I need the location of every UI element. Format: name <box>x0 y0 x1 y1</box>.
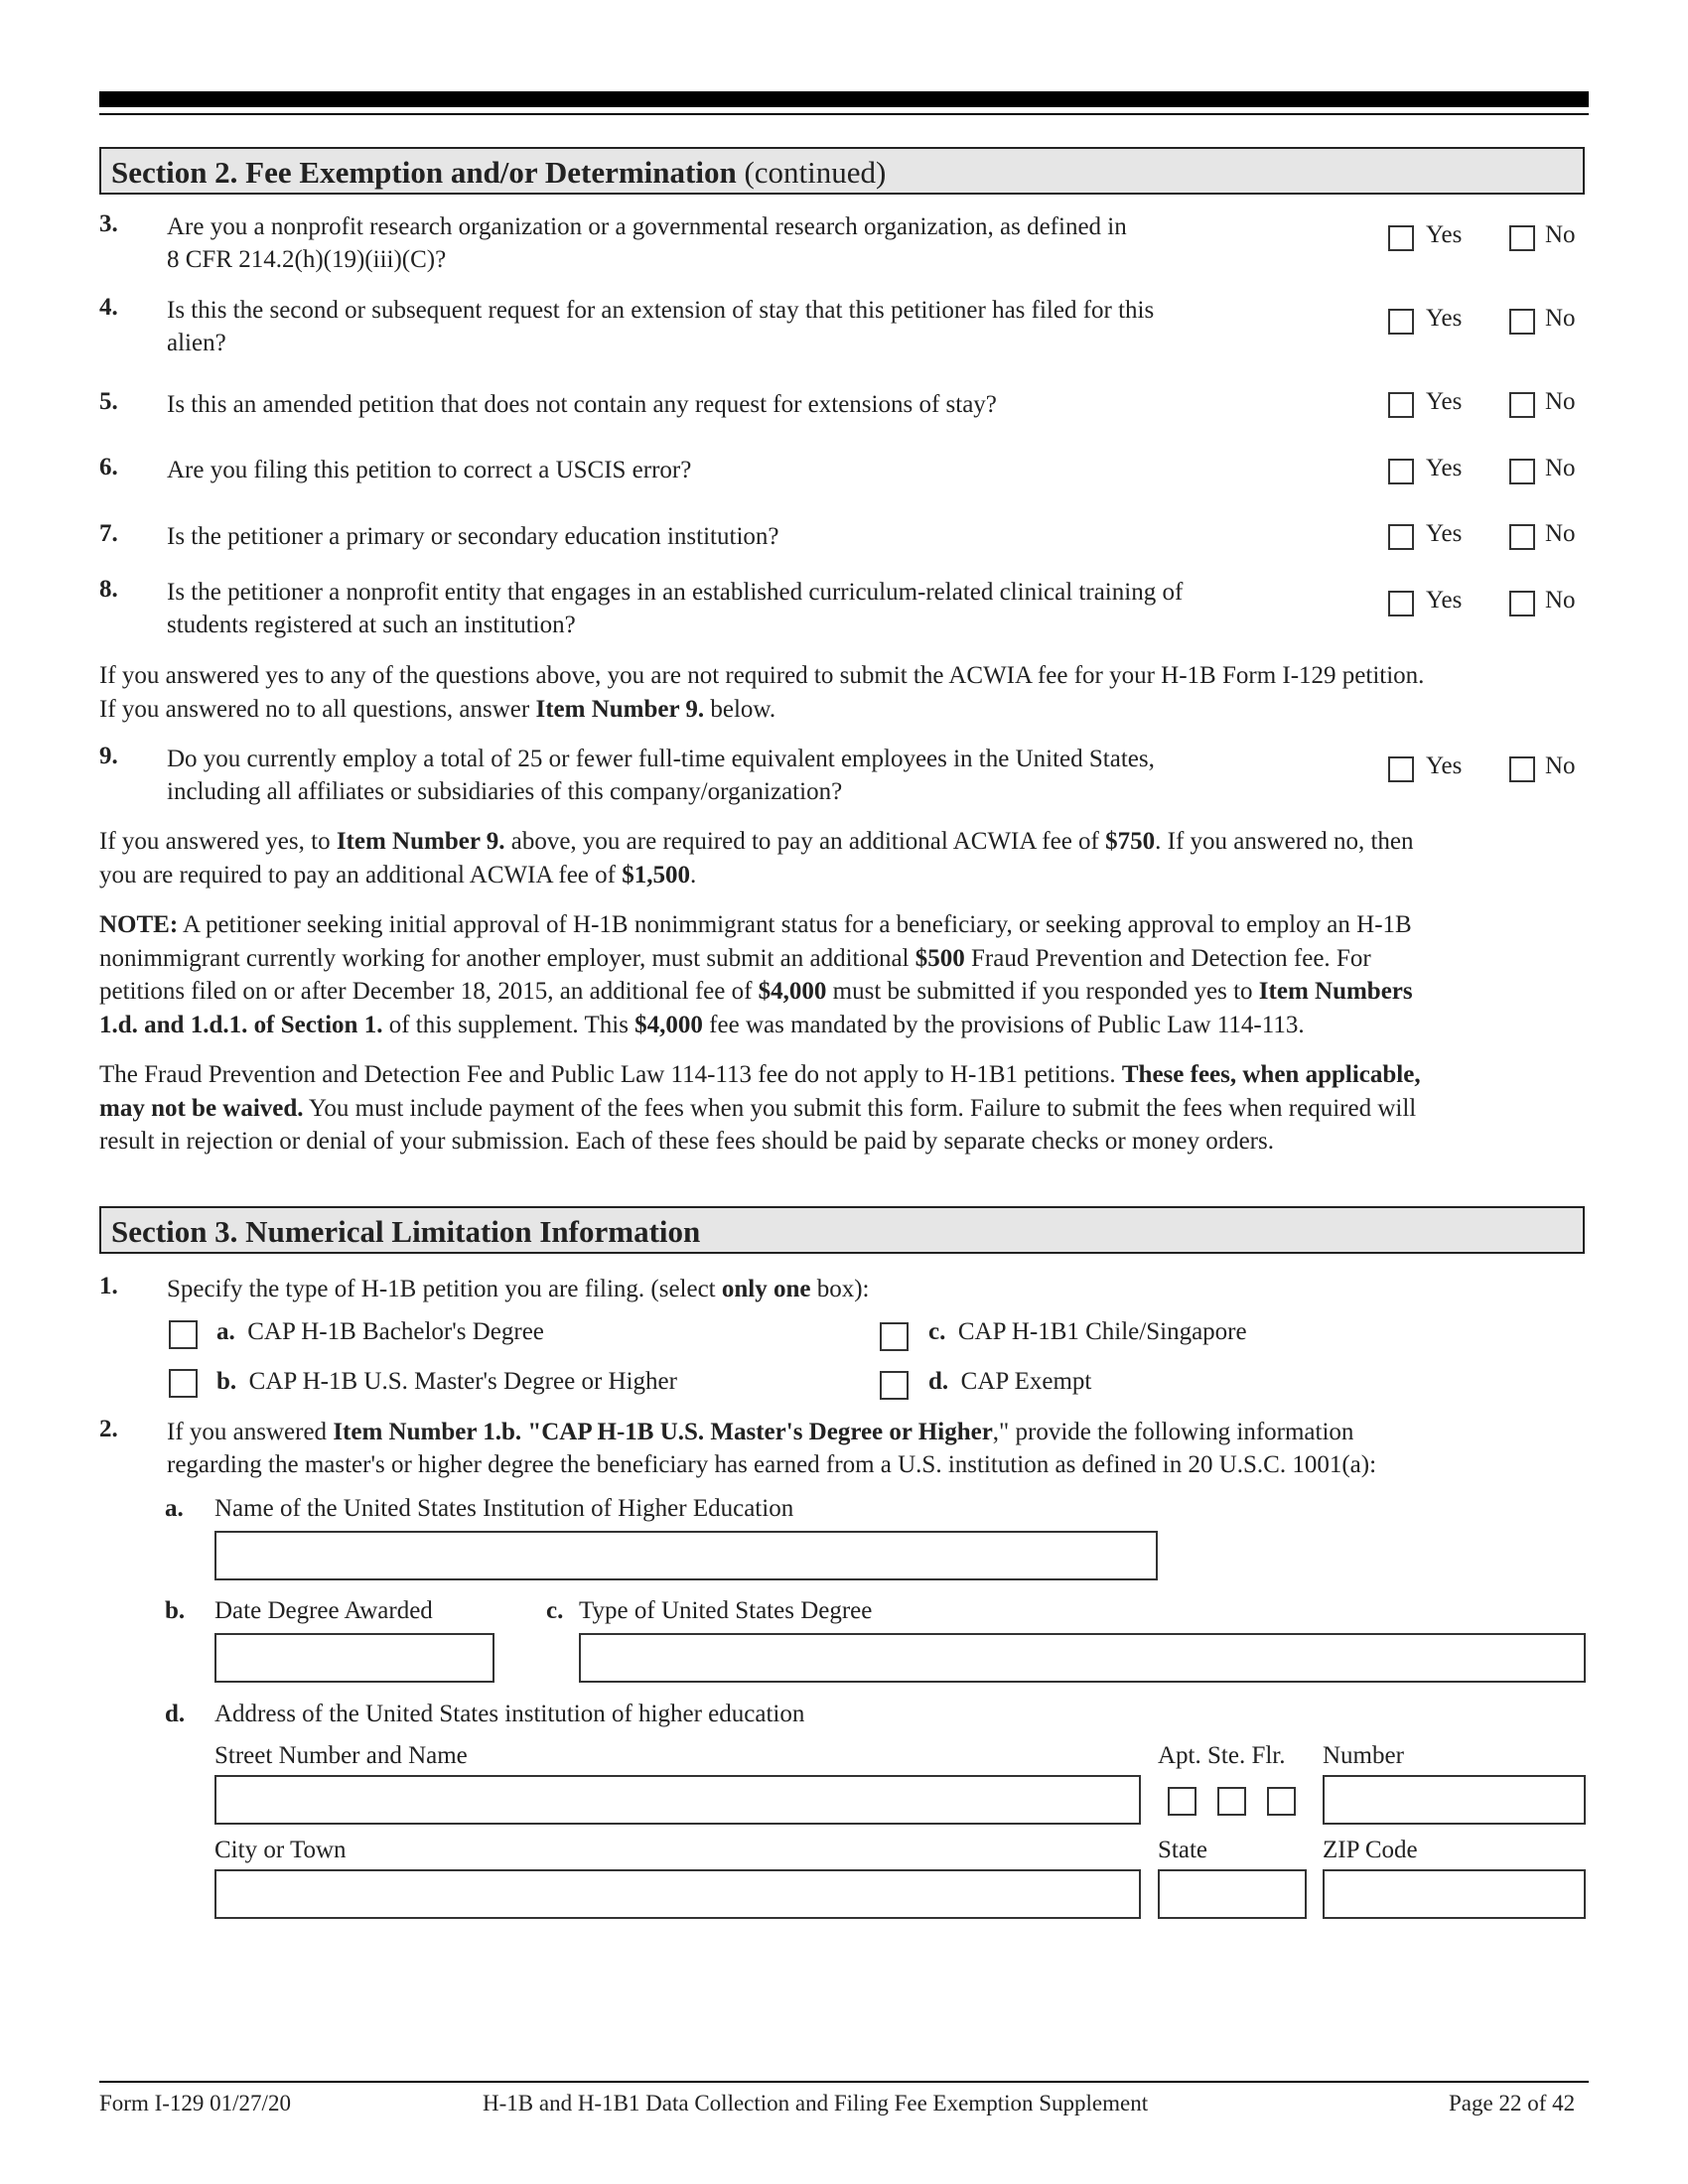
q8-yes-label: Yes <box>1426 587 1463 614</box>
q9-yes-checkbox[interactable] <box>1388 756 1414 782</box>
footer-title: H-1B and H-1B1 Data Collection and Filing Fee Exemption Supplement <box>483 2091 1149 2116</box>
q9-yes-label: Yes <box>1426 752 1463 779</box>
note-paragraph: NOTE: A petitioner seeking initial approval of H-1B nonimmigrant status for a beneficiary, or seeking approval to employ an H-1B nonimmigrant currently working for another employer, must submit an additional $500 Fraud Prevention and Detection fee. For petitions filed on or after December 18, 2015, an additional fee of $4,000 must be submitted if you responded yes to Item Numbers 1.d. and 1.d.1. of Section 1. of this supplement. This $4,000 fee was mandated by the provisions of Public Law 114-113. <box>99 911 1413 1038</box>
state-input[interactable] <box>1158 1869 1307 1919</box>
fee-waiver-paragraph: The Fraud Prevention and Detection Fee and Public Law 114-113 fee do not apply to H-1B1 petitions. These fees, when applicable, may not be waived. You must include payment of the fees when you submit this form. Failure to submit the fees when required will result in rejection or denial of your submission. Each of these fees should be paid by separate checks or money orders. <box>99 1061 1421 1155</box>
section-3-header <box>99 1206 1585 1254</box>
date-degree-label: Date Degree Awarded <box>214 1597 433 1624</box>
section-2-continued: (continued) <box>736 155 887 190</box>
q7-number: 7. <box>99 520 118 547</box>
ste-checkbox[interactable] <box>1217 1787 1246 1816</box>
q8-no-checkbox[interactable] <box>1509 591 1535 616</box>
q8-yes-checkbox[interactable] <box>1388 591 1414 616</box>
apt-checkbox[interactable] <box>1168 1787 1196 1816</box>
s3-q1-number: 1. <box>99 1273 118 1299</box>
apt-number-input[interactable] <box>1323 1775 1586 1825</box>
flr-checkbox[interactable] <box>1267 1787 1296 1816</box>
footer-form-id: Form I-129 01/27/20 <box>99 2091 291 2116</box>
s3-q1-text: Specify the type of H-1B petition you are filing. (select only one box): <box>167 1276 870 1302</box>
q6-number: 6. <box>99 454 118 480</box>
q5-no-checkbox[interactable] <box>1509 392 1535 418</box>
date-degree-input[interactable] <box>214 1633 494 1683</box>
q9-number: 9. <box>99 743 118 769</box>
city-label: City or Town <box>214 1837 347 1863</box>
option-c-checkbox[interactable] <box>880 1322 909 1351</box>
q5-yes-checkbox[interactable] <box>1388 392 1414 418</box>
section-3-title: Section 3. Numerical Limitation Information <box>111 1214 701 1249</box>
q4-no-checkbox[interactable] <box>1509 309 1535 335</box>
q9-no-checkbox[interactable] <box>1509 756 1535 782</box>
top-rule-thick <box>99 91 1589 107</box>
street-input[interactable] <box>214 1775 1141 1825</box>
option-b-label: b. CAP H-1B U.S. Master's Degree or Higher <box>216 1368 677 1395</box>
q8-no-label: No <box>1545 587 1576 614</box>
section-2-header <box>99 147 1585 195</box>
q6-yes-label: Yes <box>1426 455 1463 481</box>
q7-text: Is the petitioner a primary or secondary education institution? <box>167 523 779 550</box>
s3-q2-text: If you answered Item Number 1.b. "CAP H-1B U.S. Master's Degree or Higher," provide the following information regarding the master's or higher degree the beneficiary has earned from a U.S. institution as defined in 20 U.S.C. 1001(a): <box>167 1419 1377 1478</box>
q7-no-checkbox[interactable] <box>1509 524 1535 550</box>
q3-number: 3. <box>99 210 118 237</box>
number-label: Number <box>1323 1742 1404 1769</box>
q3-text: Are you a nonprofit research organization or a governmental research organization, as defined in 8 CFR 214.2(h)(19)(iii)(C)? <box>167 213 1127 273</box>
q4-yes-checkbox[interactable] <box>1388 309 1414 335</box>
q3-no-label: No <box>1545 221 1576 248</box>
address-label: Address of the United States institution of higher education <box>214 1701 805 1727</box>
q6-text: Are you filing this petition to correct a USCIS error? <box>167 457 692 483</box>
field-c-letter: c. <box>546 1597 564 1624</box>
state-label: State <box>1158 1837 1207 1863</box>
zip-label: ZIP Code <box>1323 1837 1418 1863</box>
q5-yes-label: Yes <box>1426 388 1463 415</box>
option-b-checkbox[interactable] <box>169 1369 198 1398</box>
degree-type-input[interactable] <box>579 1633 1586 1683</box>
q5-number: 5. <box>99 388 118 415</box>
q5-text: Is this an amended petition that does not contain any request for extensions of stay? <box>167 391 997 418</box>
footer-page-number: Page 22 of 42 <box>1449 2091 1576 2116</box>
top-rule-thin <box>99 113 1589 115</box>
option-a-label: a. CAP H-1B Bachelor's Degree <box>216 1318 544 1345</box>
footer-rule <box>99 2081 1589 2083</box>
acwia-exemption-paragraph: If you answered yes to any of the questions above, you are not required to submit the ACWIA fee for your H-1B Form I-129 petition. If you answered no to all questions, answer Item Number 9. below. <box>99 662 1425 723</box>
option-c-label: c. CAP H-1B1 Chile/Singapore <box>928 1318 1247 1345</box>
q7-no-label: No <box>1545 520 1576 547</box>
degree-type-label: Type of United States Degree <box>579 1597 873 1624</box>
institution-name-input[interactable] <box>214 1531 1158 1580</box>
q4-text: Is this the second or subsequent request for an extension of stay that this petitioner has filed for this alien? <box>167 297 1155 356</box>
field-b-letter: b. <box>165 1597 186 1624</box>
acwia-fee-paragraph: If you answered yes, to Item Number 9. above, you are required to pay an additional ACWIA fee of $750. If you answered no, then you are required to pay an additional ACWIA fee of $1,500. <box>99 828 1414 888</box>
q4-number: 4. <box>99 294 118 321</box>
q6-yes-checkbox[interactable] <box>1388 459 1414 484</box>
q3-yes-label: Yes <box>1426 221 1463 248</box>
s3-q2-number: 2. <box>99 1416 118 1442</box>
q6-no-label: No <box>1545 455 1576 481</box>
q7-yes-checkbox[interactable] <box>1388 524 1414 550</box>
zip-input[interactable] <box>1323 1869 1586 1919</box>
q4-no-label: No <box>1545 305 1576 332</box>
q3-no-checkbox[interactable] <box>1509 225 1535 251</box>
q9-no-label: No <box>1545 752 1576 779</box>
option-a-checkbox[interactable] <box>169 1320 198 1349</box>
field-a-letter: a. <box>165 1495 184 1522</box>
option-d-checkbox[interactable] <box>880 1371 909 1400</box>
q8-text: Is the petitioner a nonprofit entity that engages in an established curriculum-related clinical training of students registered at such an institution? <box>167 579 1184 638</box>
q8-number: 8. <box>99 576 118 603</box>
field-d-letter: d. <box>165 1701 186 1727</box>
street-label: Street Number and Name <box>214 1742 468 1769</box>
q5-no-label: No <box>1545 388 1576 415</box>
q6-no-checkbox[interactable] <box>1509 459 1535 484</box>
q3-yes-checkbox[interactable] <box>1388 225 1414 251</box>
option-d-label: d. CAP Exempt <box>928 1368 1092 1395</box>
institution-name-label: Name of the United States Institution of Higher Education <box>214 1495 794 1522</box>
section-2-title: Section 2. Fee Exemption and/or Determination <box>111 155 737 190</box>
city-input[interactable] <box>214 1869 1141 1919</box>
apt-ste-flr-label: Apt. Ste. Flr. <box>1158 1742 1286 1769</box>
q4-yes-label: Yes <box>1426 305 1463 332</box>
q7-yes-label: Yes <box>1426 520 1463 547</box>
q9-text: Do you currently employ a total of 25 or fewer full-time equivalent employees in the United States, including all affiliates or subsidiaries of this company/organization? <box>167 746 1155 805</box>
